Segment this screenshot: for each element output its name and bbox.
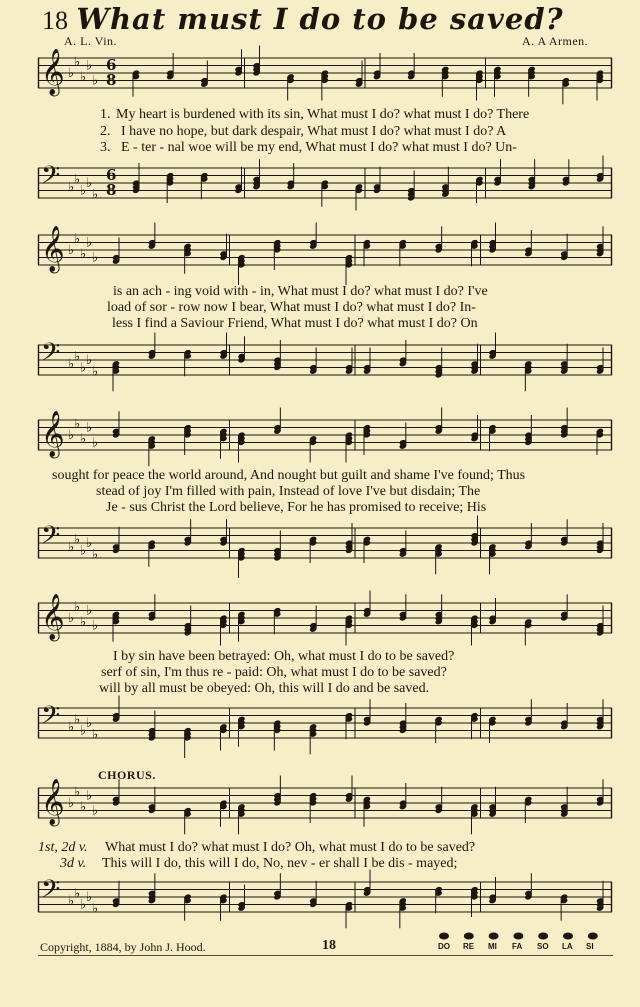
verse-number: 3. xyxy=(100,140,111,155)
solfege-syllable: MI xyxy=(488,942,497,951)
bass-staff xyxy=(38,875,612,917)
shape-note-icon xyxy=(563,933,573,940)
lyric-line xyxy=(0,284,640,300)
verse-number: 1. xyxy=(100,107,111,122)
lyric-line xyxy=(0,665,640,681)
flat-icon: ♭ xyxy=(68,356,75,372)
treble-staff xyxy=(38,226,612,272)
bass-staff xyxy=(38,521,612,563)
flat-icon: ♭ xyxy=(92,187,99,203)
lyric-text: My heart is burdened with its sin, What must I do? what must I do? There xyxy=(116,107,530,122)
bass-clef-icon: 𝄢 xyxy=(41,875,61,910)
flat-icon: ♭ xyxy=(86,716,93,731)
lyric-text: E - ter - nal woe will be my end, What must I do? what must I do? Un- xyxy=(121,140,517,155)
shape-note-icon xyxy=(489,933,499,940)
flat-icon: ♭ xyxy=(74,416,81,432)
bass-staff xyxy=(38,161,612,203)
lyric-text: less I find a Saviour Friend, What must I do? what must I do? On xyxy=(112,316,478,331)
lyric-text: sought for peace the world around, And nought but guilt and shame I've found; Thus xyxy=(52,468,526,483)
solfege-syllable: DO xyxy=(438,942,450,951)
solfege-syllable: SI xyxy=(586,942,594,951)
flat-icon: ♭ xyxy=(80,183,87,199)
time-signature: 8 xyxy=(106,181,117,199)
flat-icon: ♭ xyxy=(80,543,87,559)
flat-icon: ♭ xyxy=(68,796,75,811)
flat-icon: ♭ xyxy=(68,428,75,443)
flat-icon: ♭ xyxy=(80,897,87,913)
flat-icon: ♭ xyxy=(92,901,99,917)
flat-icon: ♭ xyxy=(68,719,75,735)
flat-icon: ♭ xyxy=(86,353,93,368)
lyric-line xyxy=(0,840,640,856)
flat-icon: ♭ xyxy=(80,431,87,447)
lyric-text: will by all must be obeyed: Oh, this will I do and be saved. xyxy=(99,681,430,696)
bass-staff xyxy=(38,338,612,380)
shape-note-icon xyxy=(538,933,548,940)
flat-icon: ♭ xyxy=(92,547,99,563)
lyric-text: load of sor - row now I bear, What must I do? what must I do? In- xyxy=(107,300,476,315)
hymn-title: What must I do to be saved? xyxy=(76,2,564,36)
hymn-number: 18 xyxy=(42,6,68,35)
lyric-line xyxy=(0,468,640,484)
lyric-text: serf of sin, I'm thus re - paid: Oh, what must I do to be saved? xyxy=(101,665,447,680)
treble-clef-icon: 𝄞 xyxy=(41,779,65,825)
bass-clef-icon: 𝄢 xyxy=(41,338,61,373)
flat-icon: ♭ xyxy=(92,803,99,819)
flat-icon: ♭ xyxy=(86,420,93,436)
flat-icon: ♭ xyxy=(86,603,93,619)
flat-icon: ♭ xyxy=(74,532,81,548)
flat-icon: ♭ xyxy=(68,243,75,258)
treble-staff xyxy=(38,594,612,640)
verse-number: 1st, 2d v. xyxy=(38,840,88,855)
flat-icon: ♭ xyxy=(74,231,81,247)
composer-credit: A. A Armen. xyxy=(522,34,589,48)
flat-icon: ♭ xyxy=(74,349,81,365)
flat-icon: ♭ xyxy=(92,73,99,89)
flat-icon: ♭ xyxy=(74,784,81,800)
shape-note-icon xyxy=(464,933,474,940)
flat-icon: ♭ xyxy=(86,890,93,905)
flat-icon: ♭ xyxy=(74,712,81,728)
lyric-line xyxy=(0,500,640,516)
footer-rule xyxy=(38,955,613,956)
lyric-line xyxy=(0,124,640,140)
chorus-label: CHORUS. xyxy=(98,768,156,782)
bass-clef-icon: 𝄢 xyxy=(41,701,61,736)
lyric-line xyxy=(0,140,640,156)
flat-icon: ♭ xyxy=(86,176,93,191)
flat-icon: ♭ xyxy=(86,235,93,251)
flat-icon: ♭ xyxy=(80,360,87,376)
treble-clef-icon: 𝄞 xyxy=(41,594,65,640)
lyricist-credit: A. L. Vin. xyxy=(64,34,118,48)
solfege-syllable: SO xyxy=(537,942,549,951)
solfege-syllable: RE xyxy=(463,942,475,951)
flat-icon: ♭ xyxy=(68,893,75,909)
flat-icon: ♭ xyxy=(92,618,99,634)
lyric-line xyxy=(0,107,640,123)
flat-icon: ♭ xyxy=(80,799,87,815)
shape-note-icon xyxy=(439,933,449,940)
flat-icon: ♭ xyxy=(74,599,81,615)
lyric-line xyxy=(0,300,640,316)
treble-clef-icon: 𝄞 xyxy=(41,226,65,272)
bass-staff xyxy=(38,701,612,743)
flat-icon: ♭ xyxy=(74,172,81,188)
lyric-line xyxy=(0,484,640,500)
flat-icon: ♭ xyxy=(92,727,99,743)
verse-number: 2. xyxy=(100,124,111,139)
flat-icon: ♭ xyxy=(68,66,75,81)
lyric-text: I by sin have been betrayed: Oh, what must I do to be saved? xyxy=(113,649,455,664)
flat-icon: ♭ xyxy=(80,69,87,85)
solfege-syllable: LA xyxy=(562,942,573,951)
flat-icon: ♭ xyxy=(68,539,75,555)
flat-icon: ♭ xyxy=(86,536,93,551)
verse-number: 3d v. xyxy=(60,856,87,871)
flat-icon: ♭ xyxy=(68,611,75,626)
flat-icon: ♭ xyxy=(86,788,93,804)
flat-icon: ♭ xyxy=(80,246,87,262)
treble-staff xyxy=(38,411,612,457)
bass-clef-icon: 𝄢 xyxy=(41,521,61,556)
flat-icon: ♭ xyxy=(86,58,93,74)
treble-clef-icon: 𝄞 xyxy=(41,49,65,95)
time-signature: 6 xyxy=(106,56,117,74)
lyric-text: stead of joy I'm filled with pain, Instead of love I've but disdain; The xyxy=(96,484,481,499)
flat-icon: ♭ xyxy=(80,614,87,630)
lyric-text: Je - sus Christ the Lord believe, For he has promised to receive; His xyxy=(106,500,487,515)
flat-icon: ♭ xyxy=(68,179,75,195)
solfege-syllable: FA xyxy=(512,942,523,951)
lyric-text: is an ach - ing void with - in, What must I do? what must I do? I've xyxy=(113,284,488,299)
solfege-shape-key xyxy=(438,930,606,952)
treble-staff xyxy=(38,779,612,825)
lyric-line xyxy=(0,316,640,332)
lyric-text: What must I do? what must I do? Oh, what must I do to be saved? xyxy=(105,840,476,855)
time-signature: 8 xyxy=(106,71,117,89)
flat-icon: ♭ xyxy=(92,250,99,266)
flat-icon: ♭ xyxy=(80,723,87,739)
treble-staff xyxy=(38,49,612,95)
lyric-line xyxy=(0,649,640,665)
flat-icon: ♭ xyxy=(92,435,99,451)
flat-icon: ♭ xyxy=(74,54,81,70)
time-signature: 6 xyxy=(106,166,117,184)
copyright-notice: Copyright, 1884, by John J. Hood. xyxy=(40,940,206,954)
lyric-line xyxy=(0,681,640,697)
lyric-text: I have no hope, but dark despair, What must I do? what must I do? A xyxy=(121,124,507,139)
page-number: 18 xyxy=(322,938,336,953)
flat-icon: ♭ xyxy=(74,886,81,902)
bass-clef-icon: 𝄢 xyxy=(41,161,61,196)
shape-note-icon xyxy=(513,933,523,940)
lyric-text: This will I do, this will I do, No, nev - er shall I be dis - mayed; xyxy=(102,856,458,871)
flat-icon: ♭ xyxy=(92,364,99,380)
shape-note-icon xyxy=(588,933,598,940)
lyric-line xyxy=(0,856,640,872)
treble-clef-icon: 𝄞 xyxy=(41,411,65,457)
